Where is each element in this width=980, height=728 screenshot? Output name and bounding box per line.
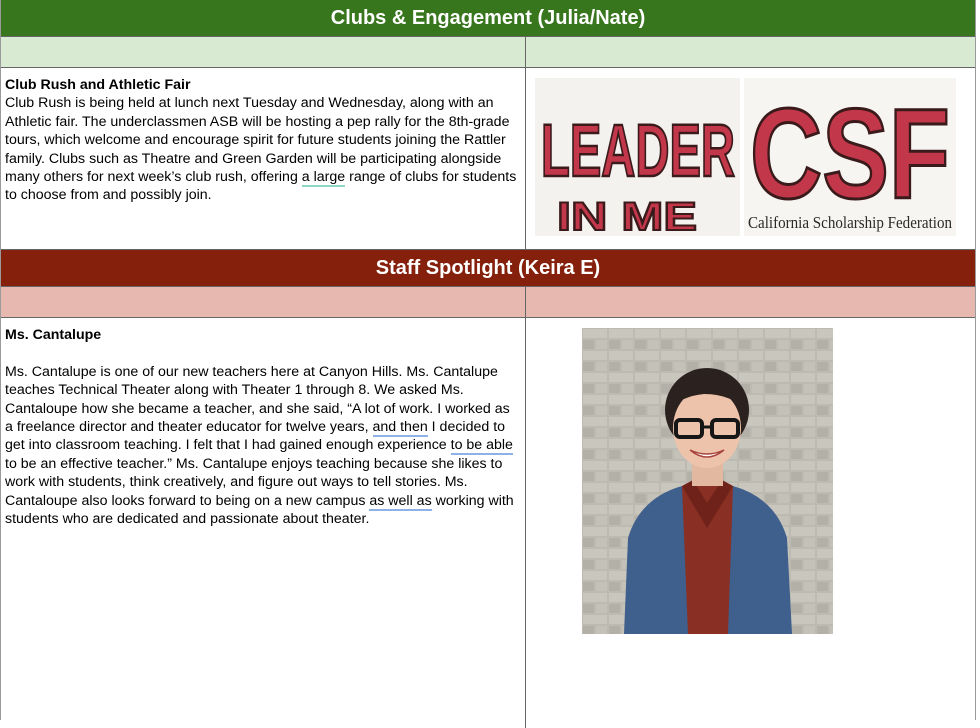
grammar-suggestion-and-then[interactable]: and then [372,419,428,436]
staff-section-header [1,250,975,287]
clubs-article-body [5,94,521,204]
staff-body-part-1: Ms. Cantalupe is one of our new teachers here at Canyon Hills. Ms. Cantalupe teaches Technical Theater along with Theater 1 through 8. We asked Ms. Cantaloupe how she became a teacher, and she said, “A lot of work. I worked as a freelance director and theater educator for twelve years, [5,363,510,436]
csf-poster [744,78,956,236]
csf-drawing [744,78,956,236]
staff-section-title: Staff Spotlight (Keira E) [375,256,601,279]
clubs-image-cell[interactable] [526,68,975,249]
leader-in-me-drawing [535,78,740,239]
sign-text-csf-sub: California Scholarship Federation [748,213,953,232]
sign-text-in-me: IN ME [557,195,697,239]
clubs-article-title: Club Rush and Athletic Fair [5,77,191,93]
staff-subrow-left[interactable] [1,287,526,317]
clubs-subrow-right[interactable] [526,37,975,67]
clubs-subrow [1,37,975,68]
sign-text-leader: LEADER [541,109,735,192]
teacher-photo [582,328,833,634]
staff-subrow [1,287,975,318]
staff-content-row [1,318,975,728]
grammar-suggestion-a-large[interactable]: a large [301,169,346,186]
grammar-suggestion-to-be-able[interactable]: to be able [450,437,513,454]
club-posters [526,68,975,239]
grammar-suggestion-as-well-as[interactable]: as well as [369,492,432,509]
sign-text-csf: CSF [750,83,950,226]
clubs-body-part-2: range of clubs for students to choose from and possibly join. [5,169,517,204]
staff-article-cell[interactable] [1,318,526,728]
teacher-photo-wrap [526,318,975,639]
clubs-content-row [1,68,975,250]
clubs-subrow-left[interactable] [1,37,526,67]
staff-body-part-3: to be an effective teacher.” Ms. Cantalupe enjoys teaching because she likes to work with students, think creatively, and figure out ways to tell stories. Ms. Cantaloupe also looks forward to being on a new campus [5,455,503,509]
staff-body-part-2: I decided to get into classroom teaching. I felt that I had gained enough experience [5,419,506,454]
paragraph-gap [5,344,521,362]
clubs-section-title: Clubs & Engagement (Julia/Nate) [330,6,646,29]
staff-subrow-right[interactable] [526,287,975,317]
staff-body-part-4: working with students who are dedicated and passionate about theater. [5,492,514,528]
clubs-section-header [1,0,975,37]
staff-article-title: Ms. Cantalupe [5,327,102,343]
leader-in-me-poster [535,78,740,239]
clubs-body-part-1: Club Rush is being held at lunch next Tuesday and Wednesday, along with an Athletic fair. The underclassmen ASB will be hosting a pep rally for the 8th-grade tours, which welcome and encourage spirit for future students joining the Rattler family. Clubs such as Theatre and Green Garden will be participating alongside many others for next week’s club rush, offering [5,95,510,186]
clubs-article-cell[interactable] [1,68,526,249]
staff-image-cell[interactable] [526,318,975,728]
staff-article-body [5,363,521,529]
